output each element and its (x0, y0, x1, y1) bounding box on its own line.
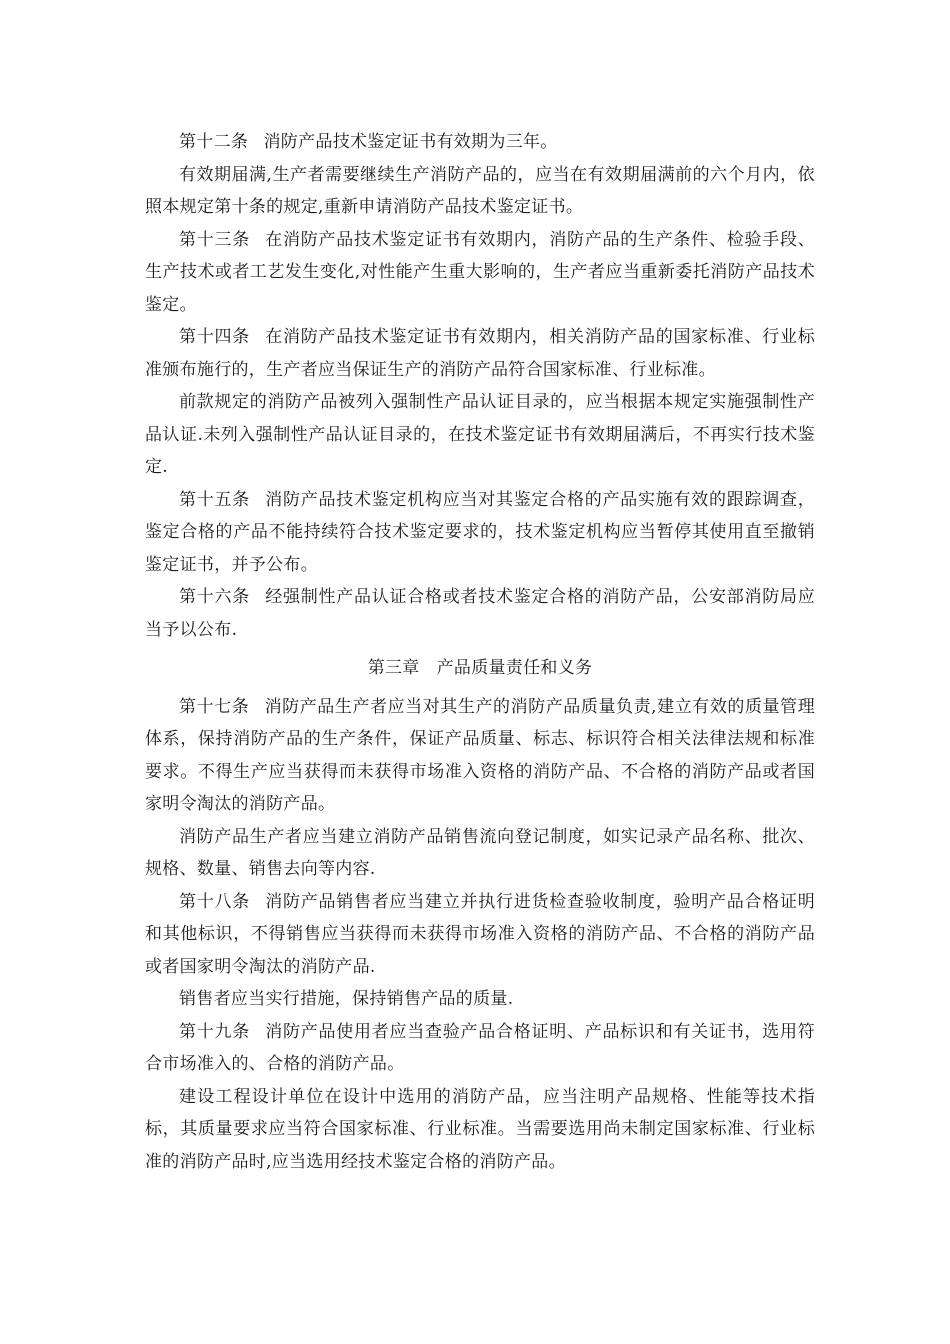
article-text: 消防产品生产者应当对其生产的消防产品质量负责,建立有效的质量管理体系，保持消防产品的生产条件，保证产品质量、标志、标识符合相关法律法规和标准要求。不得生产应当获得而未获得市场准入资格的消防产品、不合格的消防产品或者国家明令淘汰的消防产品。 (145, 696, 815, 814)
article-text: 消防产品生产者应当建立消防产品销售流向登记制度，如实记录产品名称、批次、规格、数量、销售去向等内容. (145, 826, 815, 879)
article-label: 第十七条 (179, 696, 250, 717)
article-paragraph (145, 224, 815, 322)
article-text: 有效期届满,生产者需要继续生产消防产品的，应当在有效期届满前的六个月内，依照本规定第十条的规定,重新申请消防产品技术鉴定证书。 (145, 164, 815, 217)
article-paragraph (145, 484, 815, 582)
chapter-number: 第三章 (367, 658, 420, 678)
document-body (145, 126, 815, 1178)
article-paragraph (145, 126, 815, 159)
article-text: 消防产品使用者应当查验产品合格证明、产品标识和有关证书，选用符合市场准入的、合格的消防产品。 (145, 1021, 815, 1074)
article-paragraph (145, 1081, 815, 1179)
article-text: 在消防产品技术鉴定证书有效期内，消防产品的生产条件、检验手段、生产技术或者工艺发生变化,对性能产生重大影响的，生产者应当重新委托消防产品技术鉴定。 (145, 229, 815, 315)
article-paragraph (145, 321, 815, 386)
article-text: 在消防产品技术鉴定证书有效期内，相关消防产品的国家标准、行业标准颁布施行的，生产者应当保证生产的消防产品符合国家标准、行业标准。 (145, 327, 815, 380)
article-text: 消防产品销售者应当建立并执行进货检查验收制度，验明产品合格证明和其他标识，不得销售应当获得而未获得市场准入资格的消防产品、不合格的消防产品或者国家明令淘汰的消防产品. (145, 891, 815, 977)
article-label: 第十四条 (179, 327, 250, 347)
article-text: 前款规定的消防产品被列入强制性产品认证目录的，应当根据本规定实施强制性产品认证.未列入强制性产品认证目录的，在技术鉴定证书有效期届满后，不再实行技术鉴定. (145, 392, 815, 477)
article-paragraph (145, 581, 815, 646)
article-text: 经强制性产品认证合格或者技术鉴定合格的消防产品，公安部消防局应当予以公布. (145, 587, 815, 640)
article-paragraph (145, 983, 815, 1016)
article-paragraph (145, 821, 815, 886)
article-text: 建设工程设计单位在设计中选用的消防产品，应当注明产品规格、性能等技术指标，其质量要求应当符合国家标准、行业标准。当需要选用尚未制定国家标准、行业标准的消防产品时,应当选用经技术鉴定合格的消防产品。 (145, 1086, 815, 1172)
article-label: 第十二条 (179, 132, 249, 152)
article-paragraph (145, 1016, 815, 1081)
article-paragraph (145, 386, 815, 484)
article-paragraph (145, 691, 815, 821)
article-label: 第十三条 (179, 229, 250, 250)
chapter-title: 产品质量责任和义务 (436, 658, 593, 678)
article-paragraph (145, 159, 815, 224)
article-text: 消防产品技术鉴定证书有效期为三年。 (263, 132, 558, 152)
article-text: 消防产品技术鉴定机构应当对其鉴定合格的产品实施有效的跟踪调查，鉴定合格的产品不能持续符合技术鉴定要求的，技术鉴定机构应当暂停其使用直至撤销鉴定证书，并予公布。 (145, 489, 815, 575)
article-paragraph (145, 886, 815, 984)
article-text: 销售者应当实行措施，保持销售产品的质量. (179, 989, 514, 1009)
chapter-heading (145, 646, 815, 691)
article-label: 第十八条 (179, 891, 250, 912)
article-label: 第十九条 (179, 1021, 250, 1042)
article-label: 第十五条 (179, 489, 250, 510)
article-label: 第十六条 (179, 587, 250, 607)
